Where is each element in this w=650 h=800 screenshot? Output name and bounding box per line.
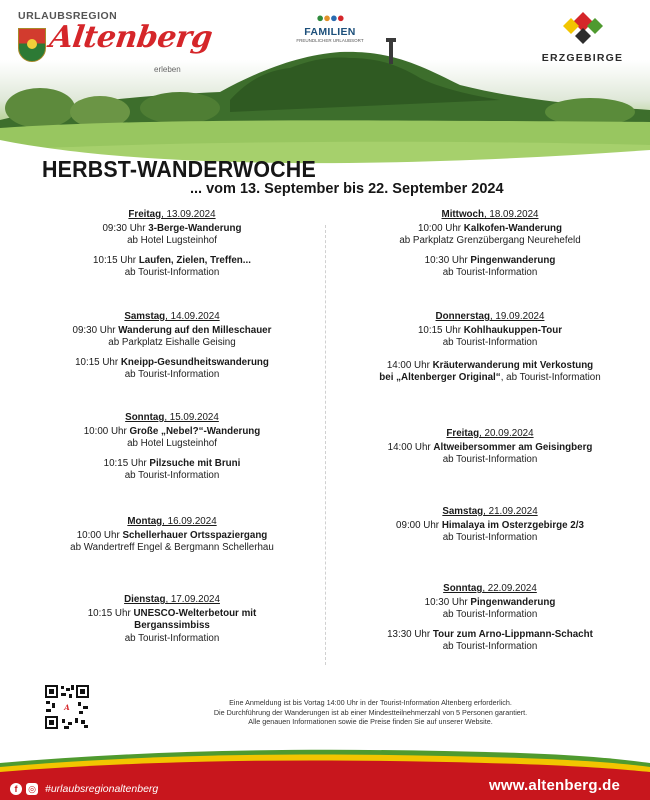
- day-block: [22, 209, 322, 280]
- event-location: ab Tourist-Information: [442, 609, 538, 621]
- social-links: [10, 783, 158, 795]
- event-time: 13:30 Uhr: [387, 628, 431, 640]
- day-heading: Samstag, 14.09.2024: [124, 311, 220, 322]
- qr-code-icon[interactable]: [44, 684, 90, 730]
- day-heading: Dienstag, 17.09.2024: [124, 594, 220, 605]
- event-name: Kneipp-Gesundheitswanderung: [120, 356, 269, 368]
- day-heading: Sonntag, 15.09.2024: [125, 412, 219, 423]
- event-item: [22, 255, 322, 280]
- event-time: 14:00 Uhr: [387, 441, 431, 453]
- event-time: 10:15 Uhr: [93, 254, 137, 266]
- event-time: 09:30 Uhr: [102, 222, 146, 234]
- event-name: Kalkofen-Wanderung: [463, 222, 562, 234]
- event-time: 10:15 Uhr: [103, 457, 147, 469]
- note-line: Alle genauen Informationen sowie die Preise finden Sie auf unserer Website.: [248, 717, 493, 727]
- day-block: [340, 506, 640, 545]
- event-name: Kohlhaukuppen-Tour: [463, 324, 563, 336]
- altenberg-logo: [14, 10, 215, 80]
- page-subtitle: ... vom 13. September bis 22. September 2024: [190, 181, 504, 197]
- event-time: 14:00 Uhr: [386, 359, 430, 371]
- event-time: 10:00 Uhr: [83, 425, 127, 437]
- event-time: 10:30 Uhr: [424, 596, 468, 608]
- event-name: Kräuterwanderung mit Verkostung: [432, 359, 594, 371]
- hashtag[interactable]: #urlaubsregionaltenberg: [45, 783, 159, 795]
- event-location: ab Tourist-Information: [124, 632, 220, 644]
- event-location: ab Wandertreff Engel & Bergmann Schellerhau: [70, 542, 274, 554]
- day-block: [22, 412, 322, 483]
- event-item: [340, 325, 640, 350]
- event-time: 09:30 Uhr: [72, 324, 116, 336]
- day-heading: Freitag, 20.09.2024: [446, 428, 534, 439]
- event-item: [340, 520, 640, 545]
- day-heading: Freitag, 13.09.2024: [128, 209, 216, 220]
- event-item: [340, 597, 640, 622]
- event-name: Schellerhauer Ortsspaziergang: [122, 529, 268, 541]
- day-heading: Montag, 16.09.2024: [127, 516, 217, 527]
- event-time: 09:00 Uhr: [396, 519, 440, 531]
- event-name: Große „Nebel?“-Wanderung: [129, 425, 261, 437]
- event-time: 10:00 Uhr: [76, 529, 120, 541]
- event-item: [22, 325, 322, 350]
- registration-note: [148, 698, 593, 727]
- event-item: [22, 426, 322, 451]
- note-line: Die Durchführung der Wanderungen ist ab einer Mindestteilnehmerzahl von 5 Personen garantiert.: [213, 707, 528, 717]
- event-location: , ab Tourist-Information: [500, 372, 601, 384]
- event-location: ab Tourist-Information: [442, 532, 538, 544]
- erzgebirge-label: ERZGEBIRGE: [541, 52, 624, 64]
- event-item: [22, 530, 322, 555]
- svg-text:A: A: [64, 703, 70, 712]
- page-title: HERBST-WANDERWOCHE: [42, 156, 316, 182]
- event-item: [22, 608, 322, 646]
- day-block: [340, 209, 640, 280]
- event-location: ab Tourist-Information: [442, 267, 538, 279]
- event-location: ab Parkplatz Grenzübergang Neurehefeld: [399, 235, 581, 247]
- day-block: [340, 583, 640, 654]
- event-name: Pilzsuche mit Bruni: [149, 457, 241, 469]
- event-location: ab Tourist-Information: [124, 369, 220, 381]
- event-name: Pingenwanderung: [470, 254, 556, 266]
- event-location: ab Hotel Lugsteinhof: [127, 438, 217, 450]
- event-item: [340, 360, 640, 385]
- region-label: URLAUBSREGION: [18, 10, 118, 22]
- event-item: [340, 223, 640, 248]
- column-divider: [325, 225, 326, 665]
- instagram-icon[interactable]: ◎: [26, 783, 38, 795]
- event-name: Himalaya im Osterzgebirge 2/3: [441, 519, 584, 531]
- event-time: 10:15 Uhr: [75, 356, 119, 368]
- facebook-icon[interactable]: f: [10, 783, 22, 795]
- event-item: [340, 255, 640, 280]
- event-name: Laufen, Zielen, Treffen...: [138, 254, 251, 266]
- event-location: ab Tourist-Information: [442, 454, 538, 466]
- event-location: ab Parkplatz Eishalle Geising: [108, 337, 236, 349]
- erzgebirge-logo: [525, 10, 640, 65]
- event-name-continued: bei „Altenberger Original“: [379, 372, 501, 384]
- day-heading: Sonntag, 22.09.2024: [443, 583, 537, 594]
- family-sub: FREUNDLICHER URLAUBSORT: [296, 38, 364, 43]
- day-heading: Mittwoch, 18.09.2024: [441, 209, 539, 220]
- day-block: [22, 516, 322, 555]
- note-line: Eine Anmeldung ist bis Vortag 14:00 Uhr in der Tourist-Information Altenberg erforderlich.: [229, 698, 512, 707]
- brand-name: Altenberg: [47, 20, 215, 55]
- event-name-continued: Berganssimbiss: [134, 620, 210, 632]
- event-location: ab Hotel Lugsteinhof: [127, 235, 217, 247]
- day-heading: Donnerstag, 19.09.2024: [435, 311, 545, 322]
- event-item: [340, 442, 640, 467]
- event-time: 10:00 Uhr: [418, 222, 462, 234]
- event-name: UNESCO-Welterbetour mit: [133, 607, 257, 619]
- event-name: Altweibersommer am Geisingberg: [433, 441, 593, 453]
- day-block: [22, 311, 322, 382]
- event-location: ab Tourist-Information: [124, 267, 220, 279]
- day-block: [340, 311, 640, 385]
- event-name: Pingenwanderung: [470, 596, 556, 608]
- event-name: Wanderung auf den Milleschauer: [118, 324, 272, 336]
- event-item: [340, 629, 640, 654]
- event-time: 10:15 Uhr: [417, 324, 461, 336]
- event-item: [22, 223, 322, 248]
- brand-sub: erleben: [154, 65, 181, 74]
- erzgebirge-mark-icon: [561, 10, 605, 46]
- family-people-icon: ●●●●: [316, 10, 344, 25]
- day-block: [340, 428, 640, 467]
- website-link[interactable]: www.altenberg.de: [488, 777, 620, 794]
- family-logo: [290, 10, 370, 55]
- coat-of-arms-icon: [18, 28, 46, 62]
- event-name: Tour zum Arno-Lippmann-Schacht: [432, 628, 593, 640]
- day-block: [22, 594, 322, 645]
- day-heading: Samstag, 21.09.2024: [442, 506, 538, 517]
- event-location: ab Tourist-Information: [442, 337, 538, 349]
- event-time: 10:30 Uhr: [424, 254, 468, 266]
- event-name: 3-Berge-Wanderung: [148, 222, 242, 234]
- event-time: 10:15 Uhr: [87, 607, 131, 619]
- event-item: [22, 357, 322, 382]
- event-location: ab Tourist-Information: [124, 470, 220, 482]
- event-location: ab Tourist-Information: [442, 641, 538, 653]
- family-label: FAMILIEN: [304, 26, 356, 38]
- event-item: [22, 458, 322, 483]
